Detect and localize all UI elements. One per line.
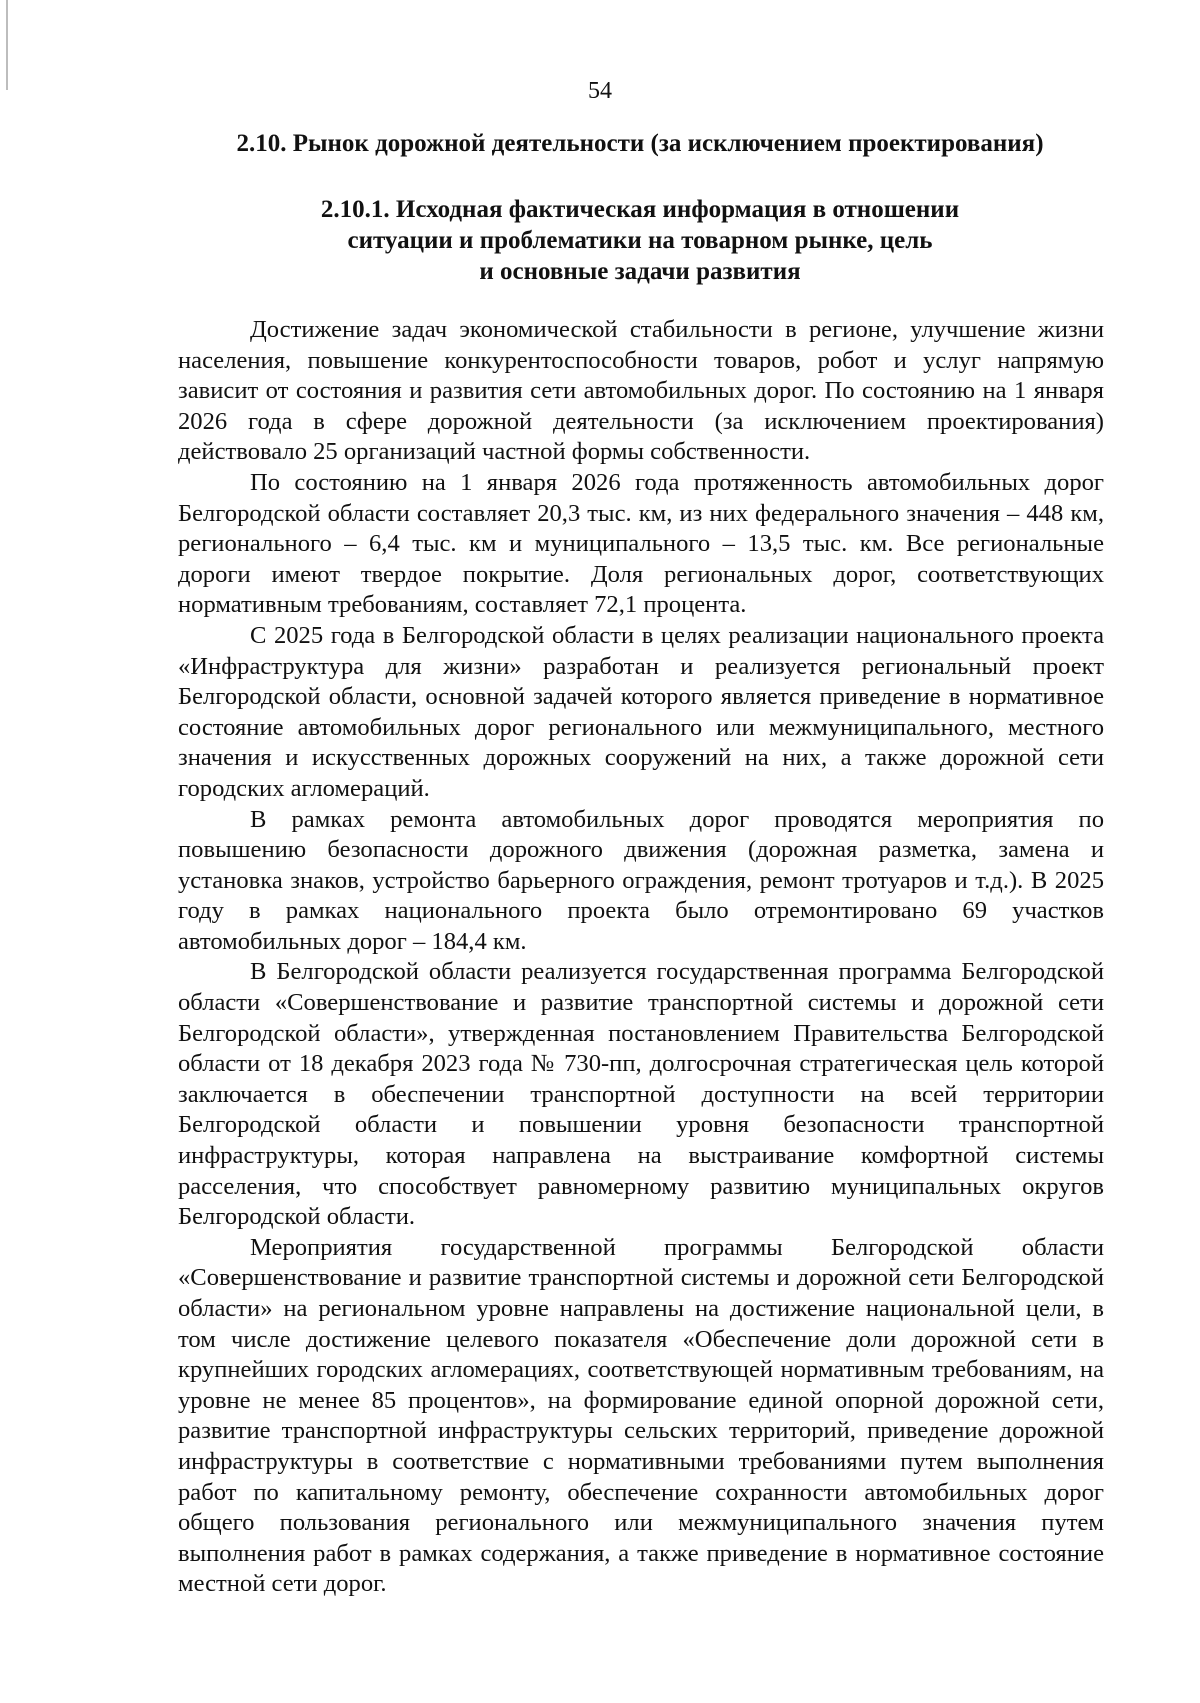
subsection-title-line: ситуации и проблематики на товарном рынке, цель: [347, 227, 933, 254]
paragraph: В Белгородской области реализуется государственная программа Белгородской области «Совершенствование и развитие транспортной системы и дорожной сети Белгородской области», утвержденная постановлением Правительства Белгородской области от 18 декабря 2023 года № 730-пп, долгосрочная стратегическая цель которой заключается в обеспечении транспортной доступности на всей территории Белгородской области и повышении уровня безопасности транспортной инфраструктуры, которая направлена на выстраивание комфортной системы расселения, что способствует равномерному развитию муниципальных округов Белгородской области.: [178, 958, 1104, 1231]
subsection-title: [180, 194, 1100, 287]
subsection-title-line: 2.10.1. Исходная фактическая информация в отношении: [320, 196, 960, 223]
section-title: 2.10. Рынок дорожной деятельности (за исключением проектирования): [236, 130, 1044, 157]
paragraph: По состоянию на 1 января 2026 года протяженность автомобильных дорог Белгородской области составляет 20,3 тыс. км, из них федерального значения – 448 км, регионального – 6,4 тыс. км и муниципального – 13,5 тыс. км. Все региональные дороги имеют твердое покрытие. Доля региональных дорог, соответствующих нормативным требованиям, составляет 72,1 процента.: [178, 468, 1104, 619]
paragraph: В рамках ремонта автомобильных дорог проводятся мероприятия по повышению безопасности дорожного движения (дорожная разметка, замена и установка знаков, устройство барьерного ограждения, ремонт тротуаров и т.д.). В 2025 году в рамках национального проекта было отремонтировано 69 участков автомобильных дорог – 184,4 км.: [178, 805, 1104, 955]
subsection-title-line: и основные задачи развития: [479, 258, 801, 285]
paragraph: Мероприятия государственной программы Белгородской области «Совершенствование и развитие транспортной системы и дорожной сети Белгородской области» на региональном уровне направлены на достижение национальной цели, в том числе достижение целевого показателя «Обеспечение доли дорожной сети в крупнейших городских агломерациях, соответствующей нормативным требованиям, на уровне не менее 85 процентов», на формирование единой опорной дорожной сети, развитие транспортной инфраструктуры сельских территорий, приведение дорожной инфраструктуры в соответствие с нормативными требованиями путем выполнения работ по капитальному ремонту, обеспечение сохранности автомобильных дорог общего пользования регионального или межмуниципального значения путем выполнения работ в рамках содержания, а также приведение в нормативное состояние местной сети дорог.: [178, 1233, 1104, 1598]
paragraph: Достижение задач экономической стабильности в регионе, улучшение жизни населения, повышение конкурентоспособности товаров, робот и услуг напрямую зависит от состояния и развития сети автомобильных дорог. По состоянию на 1 января 2026 года в сфере дорожной деятельности (за исключением проектирования) действовало 25 организаций частной формы собственности.: [178, 316, 1104, 466]
page-number: 54: [588, 78, 612, 104]
body-text: [178, 315, 1104, 1600]
paragraph: С 2025 года в Белгородской области в целях реализации национального проекта «Инфраструктура для жизни» разработан и реализуется региональный проект Белгородской области, основной задачей которого является приведение в нормативное состояние автомобильных дорог регионального или межмуниципального, местного значения и искусственных дорожных сооружений на них, а также дорожной сети городских агломераций.: [178, 621, 1104, 802]
